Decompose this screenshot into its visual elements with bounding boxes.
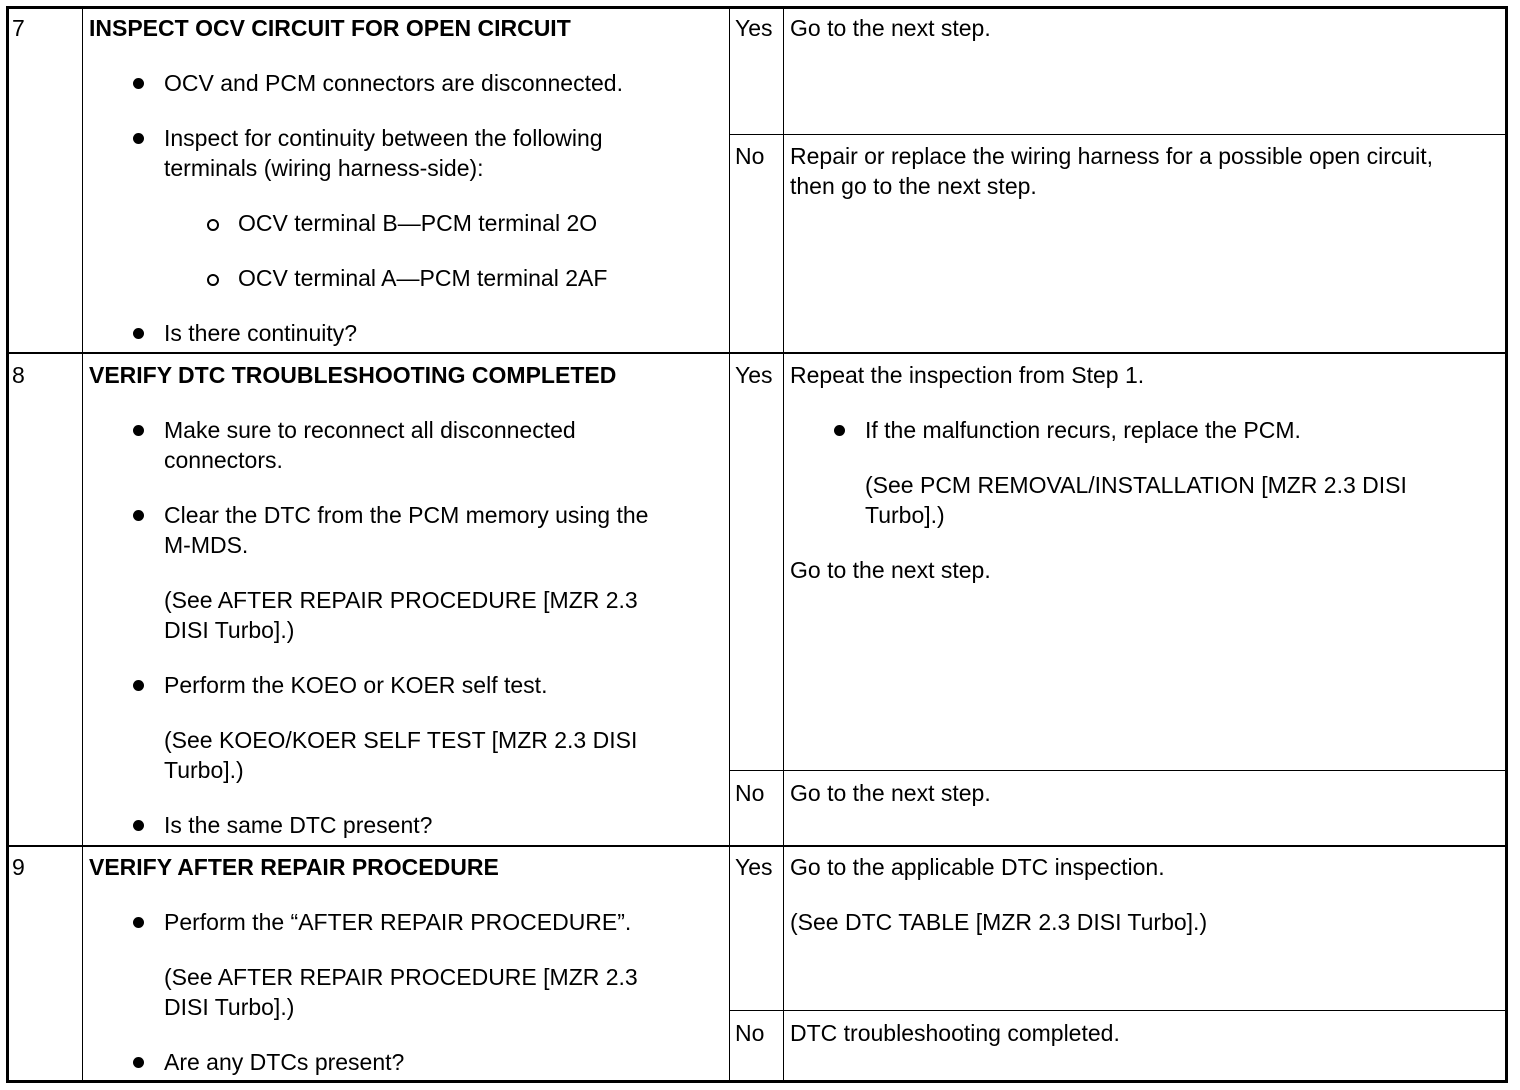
column-divider xyxy=(729,6,730,1083)
yes-label: Yes xyxy=(735,854,773,880)
no-action: Go to the next step. xyxy=(790,780,991,806)
yes-no-divider xyxy=(729,1010,1506,1011)
step-number: 9 xyxy=(12,854,25,880)
column-divider xyxy=(82,6,83,1083)
bullet-text: M-MDS. xyxy=(164,532,249,558)
reference-text: (See PCM REMOVAL/INSTALLATION [MZR 2.3 DISI xyxy=(865,472,1407,498)
bullet-text: Is the same DTC present? xyxy=(164,812,433,838)
sub-bullet-icon xyxy=(207,219,219,231)
bullet-icon xyxy=(133,133,144,144)
bullet-text: Perform the KOEO or KOER self test. xyxy=(164,672,548,698)
step-title: VERIFY AFTER REPAIR PROCEDURE xyxy=(89,854,499,880)
step-number: 7 xyxy=(12,15,25,41)
table-border-left xyxy=(6,6,9,1083)
bullet-text: Inspect for continuity between the following xyxy=(164,125,603,151)
bullet-icon xyxy=(133,917,144,928)
bullet-text: Make sure to reconnect all disconnected xyxy=(164,417,576,443)
yes-label: Yes xyxy=(735,15,773,41)
table-border-right xyxy=(1505,6,1508,1083)
no-action: then go to the next step. xyxy=(790,173,1037,199)
yes-label: Yes xyxy=(735,362,773,388)
sub-bullet-icon xyxy=(207,274,219,286)
bullet-icon xyxy=(133,680,144,691)
reference-text: (See AFTER REPAIR PROCEDURE [MZR 2.3 xyxy=(164,587,638,613)
table-border-bottom xyxy=(6,1080,1508,1083)
no-action: DTC troubleshooting completed. xyxy=(790,1020,1120,1046)
column-divider xyxy=(783,6,784,1083)
reference-text: (See DTC TABLE [MZR 2.3 DISI Turbo].) xyxy=(790,909,1208,935)
bullet-icon xyxy=(133,78,144,89)
bullet-text: Perform the “AFTER REPAIR PROCEDURE”. xyxy=(164,909,632,935)
step-title: INSPECT OCV CIRCUIT FOR OPEN CIRCUIT xyxy=(89,15,571,41)
yes-no-divider xyxy=(729,770,1506,771)
bullet-icon xyxy=(133,425,144,436)
reference-text: DISI Turbo].) xyxy=(164,994,295,1020)
row-divider xyxy=(6,352,1508,354)
bullet-icon xyxy=(834,425,845,436)
sub-bullet-text: OCV terminal B—PCM terminal 2O xyxy=(238,210,598,236)
yes-no-divider xyxy=(729,134,1506,135)
bullet-icon xyxy=(133,510,144,521)
bullet-icon xyxy=(133,328,144,339)
yes-action: Go to the applicable DTC inspection. xyxy=(790,854,1165,880)
sub-bullet-text: OCV terminal A—PCM terminal 2AF xyxy=(238,265,608,291)
bullet-text: terminals (wiring harness-side): xyxy=(164,155,484,181)
bullet-text: Clear the DTC from the PCM memory using the xyxy=(164,502,649,528)
step-number: 8 xyxy=(12,362,25,388)
no-label: No xyxy=(735,780,765,806)
yes-action: Go to the next step. xyxy=(790,15,991,41)
bullet-text: Are any DTCs present? xyxy=(164,1049,405,1075)
no-action: Repair or replace the wiring harness for a possible open circuit, xyxy=(790,143,1434,169)
table-border-top xyxy=(6,6,1508,9)
reference-text: Turbo].) xyxy=(164,757,244,783)
bullet-text: Is there continuity? xyxy=(164,320,358,346)
bullet-text: OCV and PCM connectors are disconnected. xyxy=(164,70,623,96)
yes-action: Go to the next step. xyxy=(790,557,991,583)
step-title: VERIFY DTC TROUBLESHOOTING COMPLETED xyxy=(89,362,617,388)
reference-text: (See AFTER REPAIR PROCEDURE [MZR 2.3 xyxy=(164,964,638,990)
no-label: No xyxy=(735,1020,765,1046)
no-label: No xyxy=(735,143,765,169)
row-divider xyxy=(6,845,1508,847)
bullet-icon xyxy=(133,820,144,831)
yes-bullet-text: If the malfunction recurs, replace the PCM. xyxy=(865,417,1301,443)
yes-action: Repeat the inspection from Step 1. xyxy=(790,362,1145,388)
reference-text: DISI Turbo].) xyxy=(164,617,295,643)
reference-text: Turbo].) xyxy=(865,502,945,528)
bullet-text: connectors. xyxy=(164,447,283,473)
bullet-icon xyxy=(133,1057,144,1068)
reference-text: (See KOEO/KOER SELF TEST [MZR 2.3 DISI xyxy=(164,727,638,753)
